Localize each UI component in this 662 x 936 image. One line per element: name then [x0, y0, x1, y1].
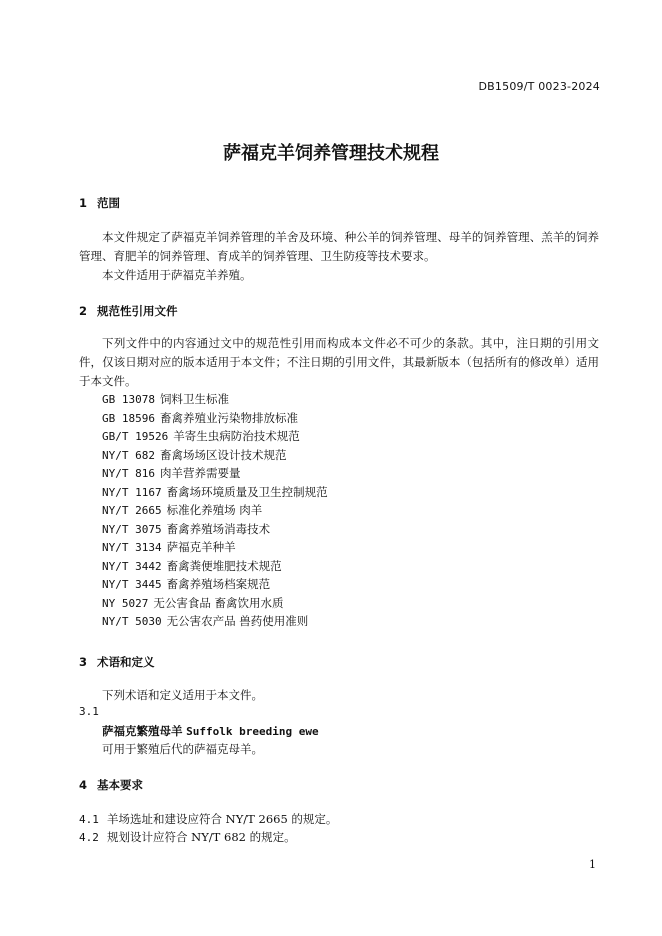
reference-item — [102, 446, 328, 465]
section-1-heading — [79, 195, 120, 211]
reference-code: GB/T 19526 — [102, 430, 169, 443]
reference-name: 畜禽场场区设计技术规范 — [159, 447, 287, 462]
reference-item — [102, 594, 328, 613]
requirement-item — [79, 811, 337, 827]
standard-code: DB1509/T 0023-2024 — [478, 80, 600, 93]
reference-list — [102, 390, 328, 631]
reference-name: 羊寄生虫病防治技术规范 — [173, 429, 300, 443]
references-intro: 下列文件中的内容通过文中的规范性引用而构成本文件必不可少的条款。其中，注日期的引用文件，仅该日期对应的版本适用于本文件；不注日期的引用文件，其最新版本（包括所有的修改单）适用于本文件。 — [79, 336, 599, 388]
section-4-heading — [79, 777, 143, 793]
section-title: 范围 — [97, 196, 120, 210]
reference-name: 畜禽养殖场消毒技术 — [166, 521, 271, 536]
term-heading — [102, 723, 319, 739]
reference-item — [102, 557, 328, 576]
requirement-number: 4.1 — [79, 813, 99, 826]
reference-code: NY/T 3134 — [102, 541, 162, 554]
reference-name: 畜禽场环境质量及卫生控制规范 — [166, 484, 328, 499]
reference-name: 萨福克羊种羊 — [166, 540, 236, 554]
term-definition: 可用于繁殖后代的萨福克母羊。 — [102, 742, 263, 756]
section-number: 4 — [79, 778, 88, 792]
scope-paragraph-1: 本文件规定了萨福克羊饲养管理的羊舍及环境、种公羊的饲养管理、母羊的饲养管理、羔羊的饲养管理、育肥羊的饲养管理、育成羊的饲养管理、卫生防疫等技术要求。 — [79, 230, 599, 263]
term-number: 3.1 — [79, 705, 99, 718]
section-3-heading — [79, 654, 155, 670]
reference-item — [102, 575, 328, 594]
reference-item — [102, 390, 328, 409]
reference-code: NY/T 3075 — [102, 522, 162, 536]
reference-name: 无公害食品 畜禽饮用水质 — [153, 595, 284, 610]
term-chinese: 萨福克繁殖母羊 — [102, 724, 183, 738]
reference-name: 畜禽粪便堆肥技术规范 — [166, 558, 282, 573]
reference-code: NY/T 682 — [102, 448, 155, 462]
requirement-text: 羊场选址和建设应符合 NY/T 2665 的规定。 — [107, 812, 338, 826]
reference-item — [102, 612, 328, 631]
document-title: 萨福克羊饲养管理技术规程 — [223, 143, 439, 164]
requirement-item — [79, 829, 296, 845]
reference-name: 饲料卫生标准 — [159, 392, 229, 406]
reference-code: NY/T 5030 — [102, 615, 162, 628]
reference-code: GB 18596 — [102, 411, 155, 425]
requirement-text: 规划设计应符合 NY/T 682 的规定。 — [107, 830, 296, 844]
reference-item — [102, 483, 328, 502]
reference-code: NY/T 1167 — [102, 485, 162, 499]
reference-name: 无公害农产品 兽药使用准则 — [166, 614, 309, 628]
page-number: 1 — [589, 858, 596, 871]
reference-item — [102, 409, 328, 428]
reference-name: 肉羊营养需要量 — [159, 466, 241, 480]
reference-name: 畜禽养殖场档案规范 — [166, 577, 271, 591]
reference-code: NY/T 3445 — [102, 578, 162, 591]
reference-item — [102, 427, 328, 446]
reference-item — [102, 538, 328, 557]
term-english: Suffolk breeding ewe — [186, 725, 319, 738]
terms-intro: 下列术语和定义适用于本文件。 — [102, 688, 263, 702]
requirement-number: 4.2 — [79, 831, 99, 844]
reference-name: 畜禽养殖业污染物排放标准 — [159, 410, 298, 425]
scope-paragraph-2: 本文件适用于萨福克羊养殖。 — [102, 268, 252, 282]
reference-item — [102, 501, 328, 520]
reference-name: 标准化养殖场 肉羊 — [166, 503, 263, 517]
reference-code: NY/T 3442 — [102, 559, 162, 573]
reference-code: NY/T 2665 — [102, 504, 162, 517]
section-title: 基本要求 — [97, 778, 143, 792]
reference-code: GB 13078 — [102, 393, 155, 406]
section-title: 规范性引用文件 — [97, 304, 178, 318]
section-title: 术语和定义 — [97, 655, 155, 669]
reference-item — [102, 520, 328, 539]
reference-item — [102, 464, 328, 483]
section-number: 1 — [79, 196, 88, 210]
reference-code: NY/T 816 — [102, 467, 155, 480]
reference-code: NY 5027 — [102, 596, 149, 610]
section-number: 3 — [79, 655, 88, 669]
section-2-heading — [79, 303, 178, 319]
section-number: 2 — [79, 304, 88, 318]
